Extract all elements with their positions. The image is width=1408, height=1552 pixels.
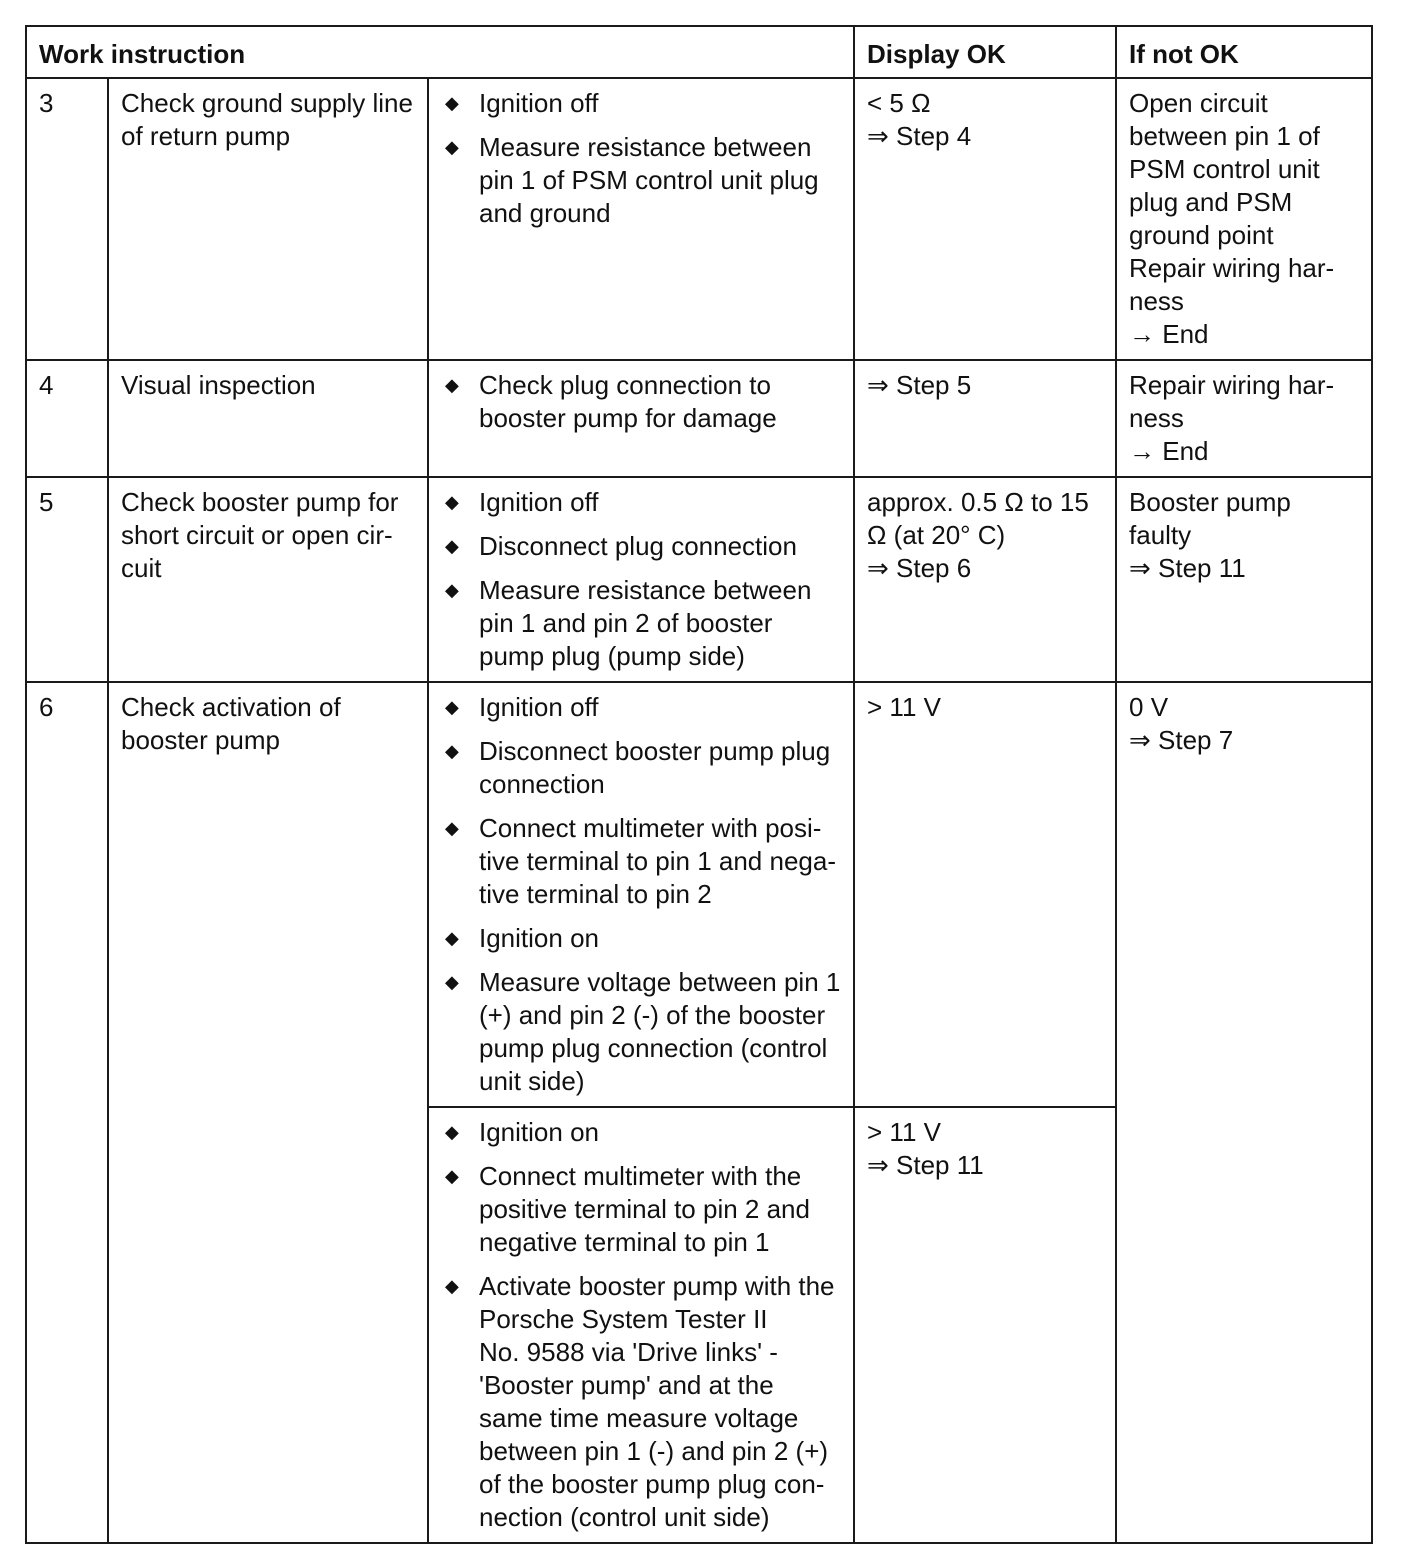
bullet-icon: ◆ bbox=[445, 1122, 459, 1142]
instruction-text: Ignition off bbox=[479, 692, 599, 722]
bullet-icon: ◆ bbox=[445, 580, 459, 600]
step-instructions bbox=[428, 682, 854, 1107]
display-ok-value: > 11 V bbox=[854, 682, 1116, 1107]
list-item bbox=[441, 369, 841, 435]
list-item bbox=[441, 691, 841, 724]
instruction-text: Measure resistance between pin 1 and pin 2 of booster pump plug (pump side) bbox=[479, 575, 812, 671]
step-description: Check ground supply line of return pump bbox=[108, 78, 428, 360]
step-description: Check booster pump for short circuit or open cir- cuit bbox=[108, 477, 428, 682]
bullet-icon: ◆ bbox=[445, 697, 459, 717]
step-instructions bbox=[428, 477, 854, 682]
step-instructions bbox=[428, 360, 854, 477]
instruction-text: Disconnect booster pump plug connection bbox=[479, 736, 831, 799]
step-instructions bbox=[428, 78, 854, 360]
display-ok-value: approx. 0.5 Ω to 15 Ω (at 20° C) ⇒ Step 6 bbox=[854, 477, 1116, 682]
instruction-text: Check plug connection to booster pump for damage bbox=[479, 370, 777, 433]
work-instruction-table bbox=[25, 25, 1373, 1544]
list-item bbox=[441, 574, 841, 673]
instruction-text: Activate booster pump with the Porsche System Tester II No. 9588 via 'Drive links' - 'Booster pump' and at the same time measure voltage between pin 1 (-) and pin 2 (+) of the booster pump plug con- nection (control unit side) bbox=[479, 1271, 835, 1532]
list-item bbox=[441, 812, 841, 911]
header-if-not-ok: If not OK bbox=[1116, 26, 1372, 78]
list-item bbox=[441, 1116, 841, 1149]
step-description: Check activation of booster pump bbox=[108, 682, 428, 1543]
bullet-icon: ◆ bbox=[445, 741, 459, 761]
instruction-text: Disconnect plug connection bbox=[479, 531, 797, 561]
bullet-icon: ◆ bbox=[445, 375, 459, 395]
display-ok-value: < 5 Ω ⇒ Step 4 bbox=[854, 78, 1116, 360]
step-number: 3 bbox=[26, 78, 108, 360]
if-not-ok-value: 0 V ⇒ Step 7 bbox=[1116, 682, 1372, 1543]
if-not-ok-value: Repair wiring har- ness → End bbox=[1116, 360, 1372, 477]
bullet-icon: ◆ bbox=[445, 972, 459, 992]
table-row bbox=[26, 477, 1372, 682]
instruction-text: Measure resistance between pin 1 of PSM control unit plug and ground bbox=[479, 132, 819, 228]
bullet-icon: ◆ bbox=[445, 1166, 459, 1186]
list-item bbox=[441, 1270, 841, 1534]
bullet-icon: ◆ bbox=[445, 492, 459, 512]
list-item bbox=[441, 922, 841, 955]
list-item bbox=[441, 966, 841, 1098]
step-number: 6 bbox=[26, 682, 108, 1543]
step-number: 4 bbox=[26, 360, 108, 477]
table-row bbox=[26, 78, 1372, 360]
list-item bbox=[441, 486, 841, 519]
bullet-icon: ◆ bbox=[445, 818, 459, 838]
instruction-text: Connect multimeter with posi- tive terminal to pin 1 and nega- tive terminal to pin 2 bbox=[479, 813, 836, 909]
if-not-ok-value: Open circuit between pin 1 of PSM control unit plug and PSM ground point Repair wiring har- ness → End bbox=[1116, 78, 1372, 360]
step-instructions bbox=[428, 1107, 854, 1543]
table-row bbox=[26, 682, 1372, 1107]
list-item bbox=[441, 131, 841, 230]
list-item bbox=[441, 530, 841, 563]
list-item bbox=[441, 1160, 841, 1259]
instruction-text: Measure voltage between pin 1 (+) and pin 2 (-) of the booster pump plug connection (control unit side) bbox=[479, 967, 841, 1096]
display-ok-value: > 11 V ⇒ Step 11 bbox=[854, 1107, 1116, 1543]
if-not-ok-value: Booster pump faulty ⇒ Step 11 bbox=[1116, 477, 1372, 682]
instruction-text: Ignition off bbox=[479, 88, 599, 118]
list-item bbox=[441, 735, 841, 801]
bullet-icon: ◆ bbox=[445, 928, 459, 948]
header-display-ok: Display OK bbox=[854, 26, 1116, 78]
bullet-icon: ◆ bbox=[445, 137, 459, 157]
step-number: 5 bbox=[26, 477, 108, 682]
display-ok-value: ⇒ Step 5 bbox=[854, 360, 1116, 477]
bullet-icon: ◆ bbox=[445, 1276, 459, 1296]
header-work-instruction: Work instruction bbox=[26, 26, 854, 78]
instruction-text: Ignition off bbox=[479, 487, 599, 517]
instruction-text: Ignition on bbox=[479, 923, 599, 953]
instruction-text: Connect multimeter with the positive terminal to pin 2 and negative terminal to pin 1 bbox=[479, 1161, 810, 1257]
bullet-icon: ◆ bbox=[445, 536, 459, 556]
bullet-icon: ◆ bbox=[445, 93, 459, 113]
table-row bbox=[26, 360, 1372, 477]
table-header-row bbox=[26, 26, 1372, 78]
list-item bbox=[441, 87, 841, 120]
instruction-text: Ignition on bbox=[479, 1117, 599, 1147]
step-description: Visual inspection bbox=[108, 360, 428, 477]
